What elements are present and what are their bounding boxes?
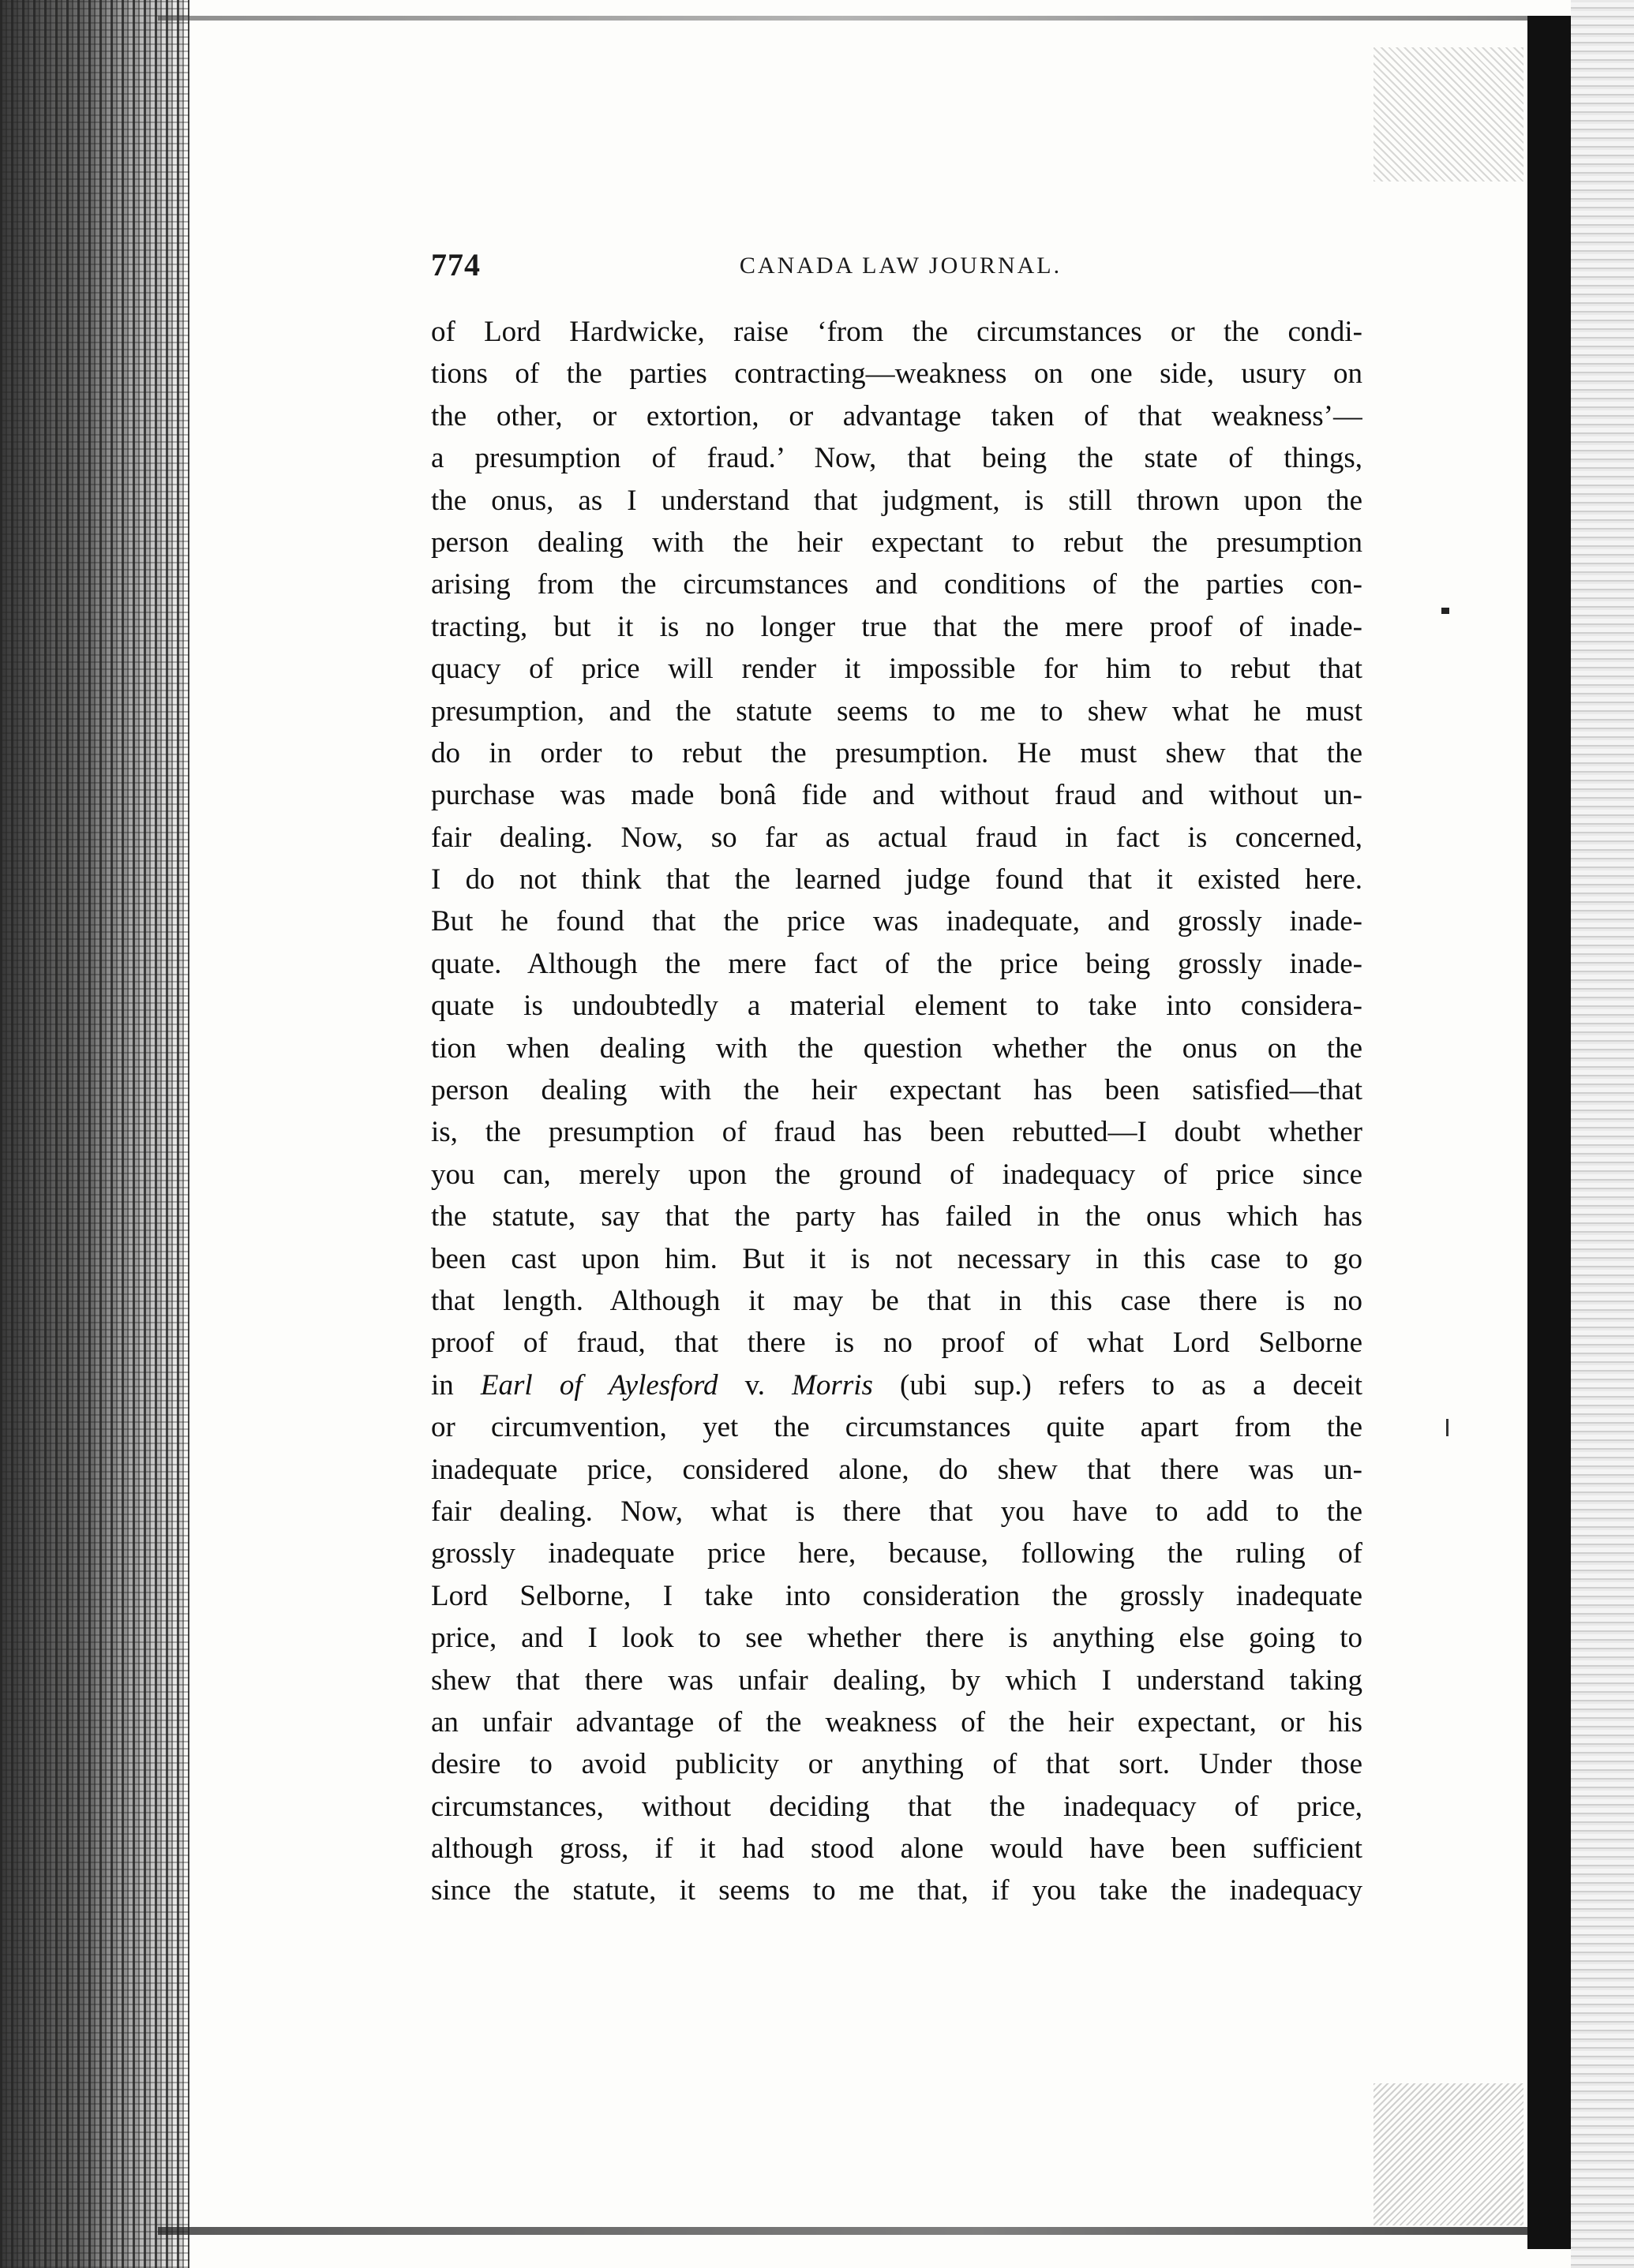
- scan-corner-noise: [1374, 2083, 1523, 2225]
- text-line: circumstances, without deciding that the inadequacy of price,: [431, 1790, 1362, 1823]
- text-line: price, and I look to see whether there is anything else going to: [431, 1622, 1362, 1655]
- text-line: desire to avoid publicity or anything of that sort. Under those: [431, 1748, 1362, 1781]
- text-line: I do not think that the learned judge found that it existed here.: [431, 863, 1362, 896]
- text-line: fair dealing. Now, so far as actual fraud in fact is concerned,: [431, 821, 1362, 854]
- text-line: the statute, say that the party has failed in the onus which has: [431, 1200, 1362, 1233]
- text-line: tracting, but it is no longer true that the mere proof of inade-: [431, 610, 1362, 643]
- text-line: fair dealing. Now, what is there that you have to add to the: [431, 1495, 1362, 1528]
- text-line: you can, merely upon the ground of inadequacy of price since: [431, 1158, 1362, 1191]
- text-line: proof of fraud, that there is no proof of what Lord Selborne: [431, 1327, 1362, 1360]
- text-line: an unfair advantage of the weakness of the heir expectant, or his: [431, 1705, 1362, 1738]
- margin-speck: [1441, 608, 1449, 614]
- text-line: inadequate price, considered alone, do shew that there was un-: [431, 1453, 1362, 1486]
- text-line: or circumvention, yet the circumstances quite apart from the: [431, 1411, 1362, 1444]
- text-line: the onus, as I understand that judgment, is still thrown upon the: [431, 484, 1362, 517]
- scan-bottom-edge: [158, 2227, 1527, 2235]
- running-head: CANADA LAW JOURNAL.: [739, 253, 1062, 279]
- text-line: tion when dealing with the question whether the onus on the: [431, 1031, 1362, 1065]
- text-line: of Lord Hardwicke, raise ‘from the circumstances or the condi-: [431, 316, 1362, 348]
- text-line: is, the presumption of fraud has been rebutted—I doubt whether: [431, 1116, 1362, 1149]
- text-line: But he found that the price was inadequate, and grossly inade-: [431, 905, 1362, 938]
- text-line: been cast upon him. But it is not necessary in this case to go: [431, 1242, 1362, 1275]
- text-fragment: v.: [718, 1368, 793, 1402]
- text-line: purchase was made bonâ fide and without fraud and without un-: [431, 779, 1362, 812]
- text-line: arising from the circumstances and conditions of the parties con-: [431, 568, 1362, 601]
- scan-right-edge-shadow: [1527, 16, 1571, 2249]
- text-line: grossly inadequate price here, because, following the ruling of: [431, 1537, 1362, 1570]
- text-line: tions of the parties contracting—weakness on one side, usury on: [431, 357, 1362, 391]
- text-fragment: (ubi sup.) refers to as a deceit: [872, 1368, 1362, 1402]
- text-line: do in order to rebut the presumption. He must shew that the: [431, 736, 1362, 769]
- scan-right-margin-noise: [1571, 0, 1634, 2268]
- text-fragment: in: [431, 1368, 481, 1402]
- margin-speck: [1446, 1419, 1448, 1436]
- page-header: [431, 246, 1362, 294]
- text-line: quate is undoubtedly a material element to take into considera-: [431, 990, 1362, 1023]
- text-line: quacy of price will render it impossible for him to rebut that: [431, 653, 1362, 686]
- text-line: a presumption of fraud.’ Now, that being the state of things,: [431, 442, 1362, 475]
- text-line: the other, or extortion, or advantage taken of that weakness’—: [431, 399, 1362, 432]
- text-line: shew that there was unfair dealing, by which I understand taking: [431, 1664, 1362, 1697]
- case-name: Earl of Aylesford: [480, 1368, 718, 1402]
- body-text: [431, 311, 1362, 1912]
- text-line: person dealing with the heir expectant has been satisfied—that: [431, 1074, 1362, 1107]
- scan-top-edge: [158, 16, 1527, 21]
- scan-left-edge-shadow: [0, 0, 189, 2268]
- text-line: presumption, and the statute seems to me to shew what he must: [431, 694, 1362, 728]
- text-line: person dealing with the heir expectant to rebut the presumption: [431, 526, 1362, 559]
- text-line: since the statute, it seems to me that, if you take the inadequacy: [431, 1874, 1362, 1907]
- text-line-case-citation: [431, 1364, 1362, 1406]
- text-line: Lord Selborne, I take into consideration the grossly inadequate: [431, 1579, 1362, 1612]
- page-number: 774: [431, 247, 481, 283]
- text-line: quate. Although the mere fact of the price being grossly inade-: [431, 947, 1362, 980]
- text-line: although gross, if it had stood alone would have been sufficient: [431, 1832, 1362, 1866]
- text-line: that length. Although it may be that in this case there is no: [431, 1284, 1362, 1317]
- scan-corner-noise: [1374, 47, 1523, 182]
- case-name: Morris: [792, 1368, 873, 1402]
